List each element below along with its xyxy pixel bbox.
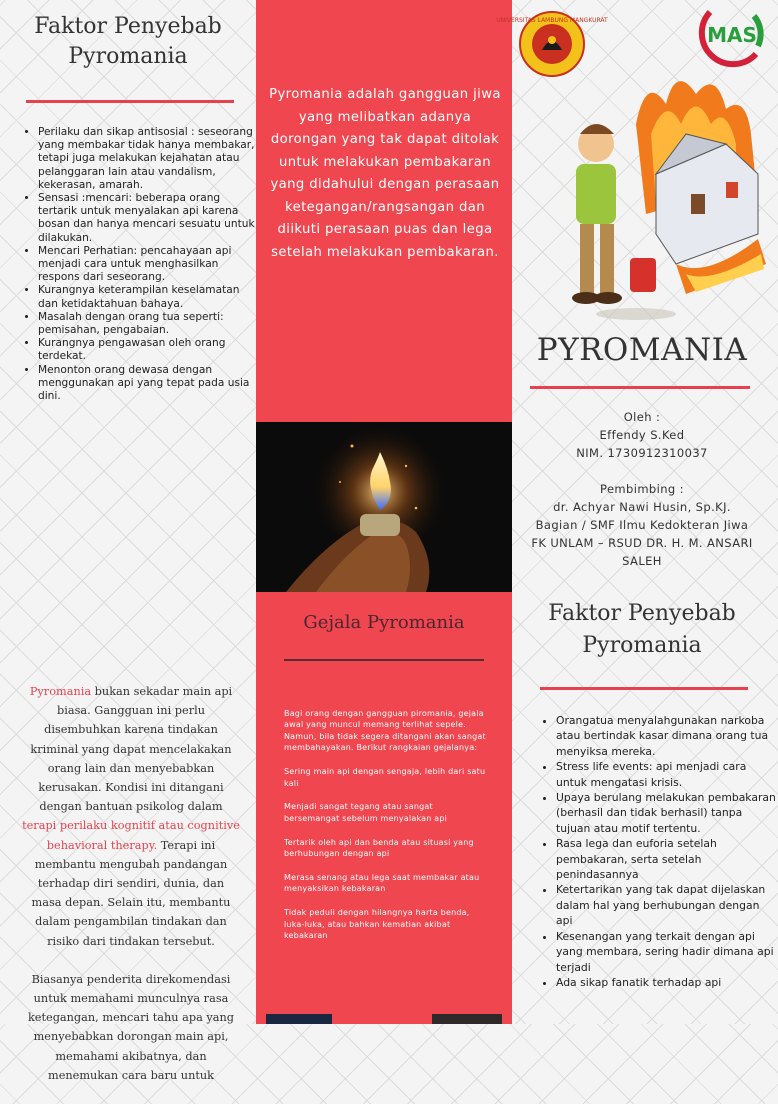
- top-left-cause-list: [22, 126, 262, 403]
- list-item: • Rasa lega dan euforia setelah pembakaran, serta setelah penindasannya: [556, 836, 778, 882]
- department: Bagian / SMF Ilmu Kedokteran Jiwa: [535, 518, 749, 532]
- bottom-photo-strip-left: [266, 1014, 332, 1024]
- mas-logo: [696, 4, 766, 66]
- institution: FK UNLAM – RSUD DR. H. M. ANSARI SALEH: [531, 536, 753, 568]
- logo1-text: UNIVERSITAS LAMBUNG MANGKURAT: [496, 17, 608, 24]
- author-name: Effendy S.Ked: [599, 428, 685, 442]
- treatment-text: [22, 682, 240, 1104]
- list-item: • Perilaku dan sikap antisosial : seseorang yang membakar tidak hanya membakar, tetapi juga melakukan kejahatan atau pelanggaran lain atau vandalism, kekerasan, amarah.: [38, 126, 262, 192]
- cover-title: PYROMANIA: [536, 332, 748, 368]
- definition-text: Pyromania adalah gangguan jiwa yang melibatkan adanya dorongan yang tak dapat ditolak untuk melakukan pembakaran yang didahului dengan perasaan ketegangan/rangsangan dan diikuti perasaan puas dan lega setelah melakukan pembakaran.: [269, 87, 501, 260]
- symptom-item: Tidak peduli dengan hilangnya harta benda, luka-luka, atau bahkan kematian akibat kebakaran: [284, 908, 470, 941]
- list-item: • Upaya berulang melakukan pembakaran (berhasil dan tidak berhasil) tanpa tujuan atau motif tertentu.: [556, 790, 778, 836]
- pembimbing-name: dr. Achyar Nawi Husin, Sp.KJ.: [553, 500, 731, 514]
- lighter-flame-photo: [256, 422, 512, 592]
- house-fire-illustration: [526, 64, 766, 334]
- oleh-label: Oleh :: [623, 410, 661, 424]
- list-item: • Mencari Perhatian: pencahayaan api menjadi cara untuk menghasilkan respons dari seseorang.: [38, 245, 262, 285]
- list-item: • Orangatua menyalahgunakan narkoba atau bertindak kasar dimana orang tua menyiksa mereka.: [556, 713, 778, 759]
- list-item: • Menonton orang dewasa dengan menggunakan api yang tepat pada usia dini.: [38, 364, 262, 404]
- symptom-item: Menjadi sangat tegang atau sangat bersemangat sebelum menyalakan api: [284, 802, 448, 823]
- list-item: • Kurangnya keterampilan keselamatan dan ketidaktahuan bahaya.: [38, 284, 262, 310]
- treatment-paragraph-1: [22, 682, 240, 951]
- treatment-paragraph-2: Biasanya penderita direkomendasi untuk memahami munculnya rasa ketegangan, mencari tahu apa yang menyebabkan dorongan main api, memahami akibatnya, dan menemukan cara baru untuk: [27, 972, 235, 1082]
- list-item: • Sensasi :mencari: beberapa orang tertarik untuk menyalakan api karena bosan dan hanya mencari sesuatu untuk dilakukan.: [38, 192, 262, 245]
- symptom-item: Merasa senang atau lega saat membakar atau menyaksikan kebakaran: [284, 873, 480, 894]
- symptoms-text: [284, 708, 486, 954]
- top-left-divider: [26, 100, 234, 103]
- symptoms-intro: Bagi orang dengan gangguan piromania, gejala awal yang muncul memang terlihat sepele. Namun, bila tidak segera ditangani akan sangat membahayakan. Berikut rangkaian gejalanya:: [284, 709, 486, 753]
- treatment-text-part-a: bukan sekadar main api biasa. Gangguan ini perlu disembuhkan karena tindakan kriminal yang dapat mencelakakan orang lain dan menyebabkan kerusakan. Kondisi ini ditangani dengan bantuan psikolog dalam: [30, 685, 233, 814]
- list-item: • Stress life events: api menjadi cara untuk mengatasi krisis.: [556, 759, 778, 790]
- list-item: • Kesenangan yang terkait dengan api yang membara, sering hadir dimana api terjadi: [556, 929, 778, 975]
- bottom-right-title: Faktor Penyebab Pyromania: [548, 601, 736, 658]
- cover-title-divider: [530, 386, 750, 389]
- author-nim: NIM. 1730912310037: [576, 446, 708, 460]
- bottom-right-cause-list: [540, 713, 778, 990]
- symptoms-divider: [284, 659, 484, 661]
- symptom-item: Tertarik oleh api dan benda atau situasi yang berhubungan dengan api: [284, 837, 474, 859]
- top-left-title: Faktor Penyebab Pyromania: [34, 14, 222, 69]
- treatment-text-part-b: Terapi ini membantu mengubah pandangan terhadap diri sendiri, dunia, dan masa depan. Selain itu, membantu dalam pengambilan tindakan dan risiko dari tindakan tersebut.: [31, 838, 231, 948]
- therapy-highlight: terapi perilaku kognitif atau cognitive behavioral therapy.: [22, 819, 240, 852]
- bottom-photo-strip-right: [432, 1014, 502, 1024]
- symptoms-title: Gejala Pyromania: [303, 612, 465, 633]
- list-item: • Masalah dengan orang tua seperti: pemisahan, pengabaian.: [38, 311, 262, 337]
- list-item: • Ada sikap fanatik terhadap api: [556, 975, 778, 990]
- pyromania-highlight: Pyromania: [29, 685, 92, 698]
- author-block: [516, 408, 768, 570]
- symptom-item: Sering main api dengan sengaja, lebih dari satu kali: [284, 767, 486, 788]
- logo2-text: MAS: [707, 23, 757, 47]
- pembimbing-label: Pembimbing :: [600, 482, 684, 496]
- bottom-right-divider: [540, 687, 748, 690]
- list-item: • Kurangnya pengawasan oleh orang terdekat.: [38, 337, 262, 363]
- list-item: • Ketertarikan yang tak dapat dijelaskan dalam hal yang berhubungan dengan api: [556, 882, 778, 928]
